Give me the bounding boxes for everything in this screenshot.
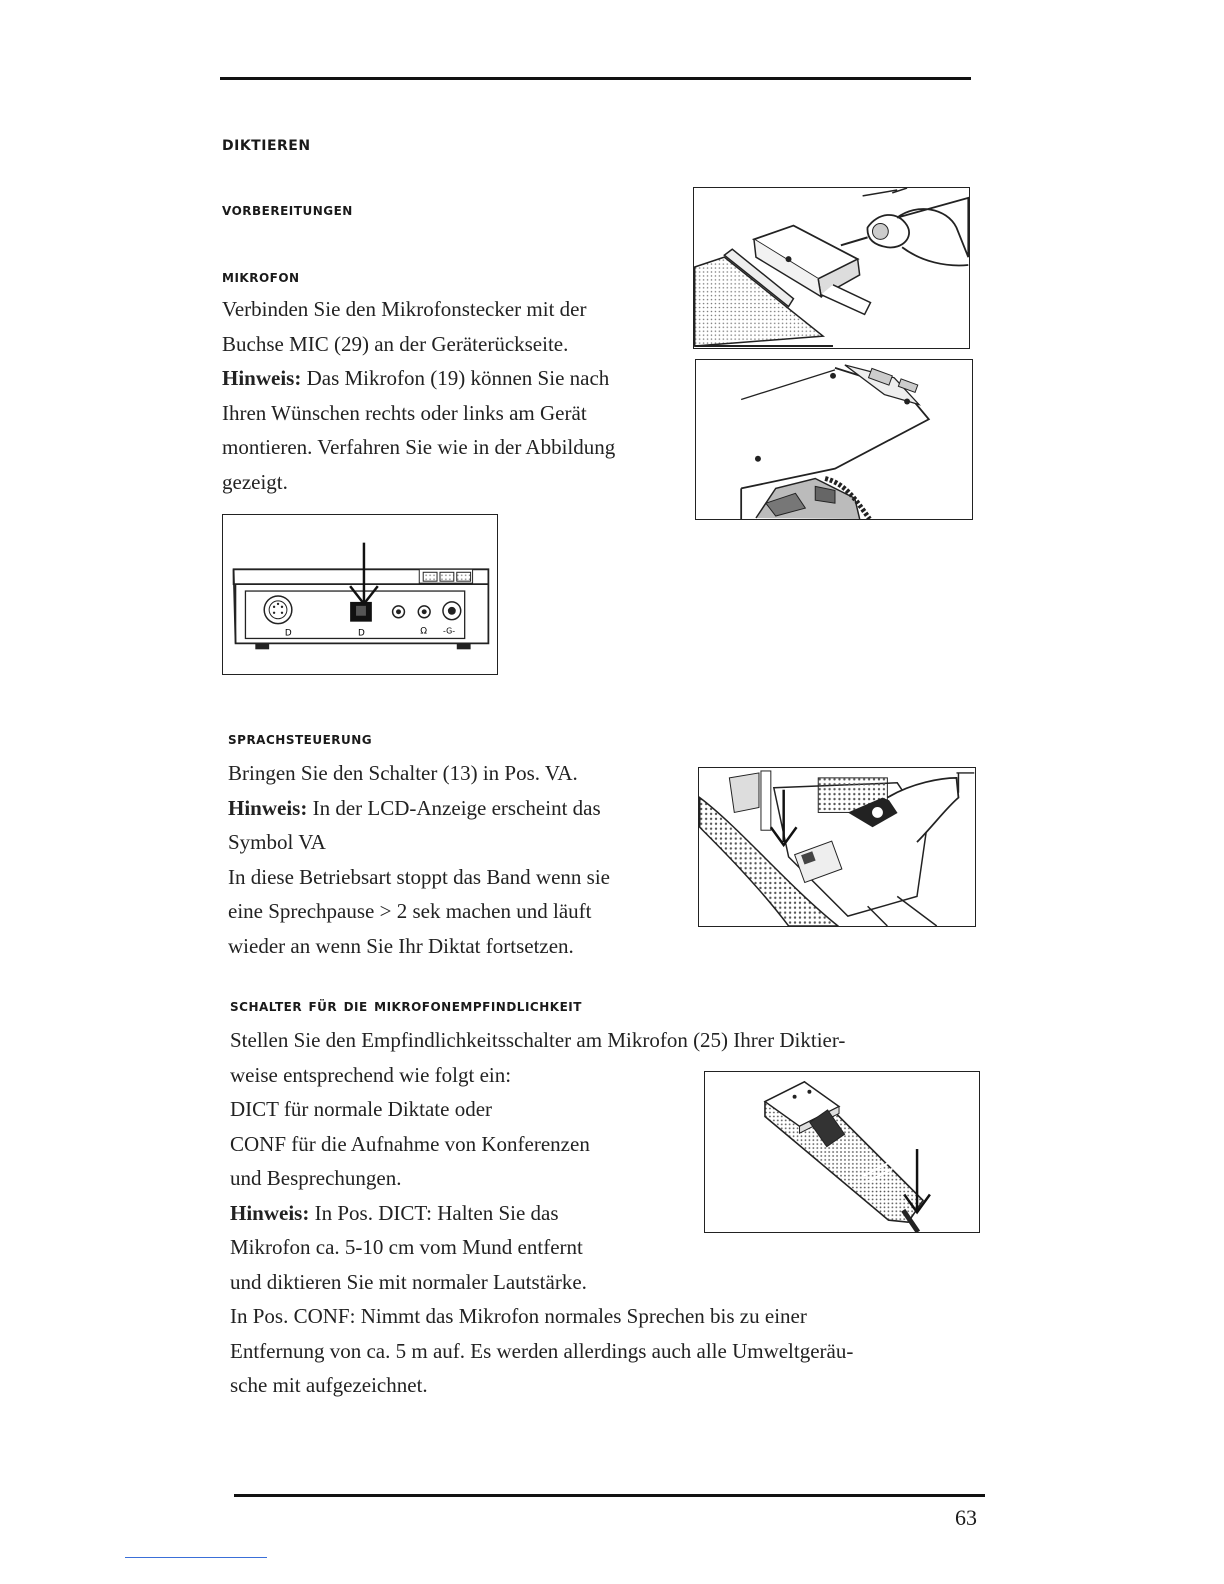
text-line <box>222 361 615 396</box>
text-line <box>228 791 610 826</box>
text-line: Symbol VA <box>228 830 326 854</box>
figure-va-switch <box>698 767 976 927</box>
mic-clip-illustration <box>694 188 969 348</box>
text-line: gezeigt. <box>222 469 288 494</box>
sprachsteuerung-text <box>228 756 610 963</box>
text-line: In diese Betriebsart stoppt das Band wenn sie <box>228 864 610 889</box>
figure-mic-switch <box>704 1071 980 1233</box>
footer-underline <box>125 1557 267 1558</box>
va-switch-illustration <box>699 768 975 926</box>
text-line: sche mit aufgezeichnet. <box>230 1373 428 1397</box>
text-line: CONF für die Aufnahme von Konferenzen <box>230 1131 590 1156</box>
panel-label-d2: D <box>358 628 365 639</box>
text-line: Buchse MIC (29) an der Geräterückseite. <box>222 331 569 356</box>
text-line: montieren. Verfahren Sie wie in der Abbildung <box>222 435 616 459</box>
bottom-rule <box>234 1494 985 1497</box>
schalter-heading: schalter für die mikrofonempfindlichkeit <box>230 996 582 1016</box>
panel-label-headphone: Ω <box>420 626 428 637</box>
figure-mic-mount <box>695 359 973 520</box>
page-number: 63 <box>955 1505 977 1530</box>
panel-label-dc: -G- <box>442 626 456 636</box>
section-title: diktieren <box>222 131 311 155</box>
subsection-title: vorbereitungen <box>222 200 353 220</box>
text-line: Mikrofon ca. 5-10 cm vom Mund entfernt <box>230 1235 583 1259</box>
text-line: Bringen Sie den Schalter (13) in Pos. VA. <box>228 761 578 785</box>
text-line: Entfernung von ca. 5 m auf. Es werden allerdings auch alle Umweltgeräu- <box>230 1338 854 1363</box>
panel-label-d1: D <box>284 628 292 639</box>
text-line: DICT für normale Diktate oder <box>230 1097 493 1121</box>
note-text: Das Mikrofon (19) können Sie nach <box>301 366 610 390</box>
text-line: wieder an wenn Sie Ihr Diktat fortsetzen. <box>228 933 574 958</box>
text-line: Ihren Wünschen rechts oder links am Gerät <box>222 400 587 425</box>
rear-panel-illustration <box>223 515 497 674</box>
text-line: Stellen Sie den Empfindlichkeitsschalter am Mikrofon (25) Ihrer Diktier- <box>230 1028 846 1052</box>
text-line: eine Sprechpause > 2 sek machen und läuft <box>228 899 592 923</box>
sprachsteuerung-heading: sprachsteuerung <box>228 729 373 749</box>
mic-mount-illustration <box>696 360 972 519</box>
mikrofon-text <box>222 292 615 499</box>
figure-rear-panel <box>222 514 498 675</box>
text-line: weise entsprechend wie folgt ein: <box>230 1062 512 1087</box>
note-text: In der LCD-Anzeige erscheint das <box>307 795 601 820</box>
mikrofon-heading: mikrofon <box>222 267 300 287</box>
mic-switch-illustration <box>705 1072 979 1232</box>
text-line: und diktieren Sie mit normaler Lautstärke. <box>230 1269 587 1294</box>
text-line: Verbinden Sie den Mikrofonstecker mit der <box>222 297 587 321</box>
text-line: In Pos. CONF: Nimmt das Mikrofon normales Sprechen bis zu einer <box>230 1304 807 1328</box>
text-line: und Besprechungen. <box>230 1166 402 1190</box>
top-rule <box>220 77 971 80</box>
note-label: Hinweis: <box>228 795 308 820</box>
note-label: Hinweis: <box>230 1200 310 1225</box>
note-text: In Pos. DICT: Halten Sie das <box>309 1200 559 1225</box>
figure-mic-clip <box>693 187 970 349</box>
note-label: Hinweis: <box>222 366 302 390</box>
